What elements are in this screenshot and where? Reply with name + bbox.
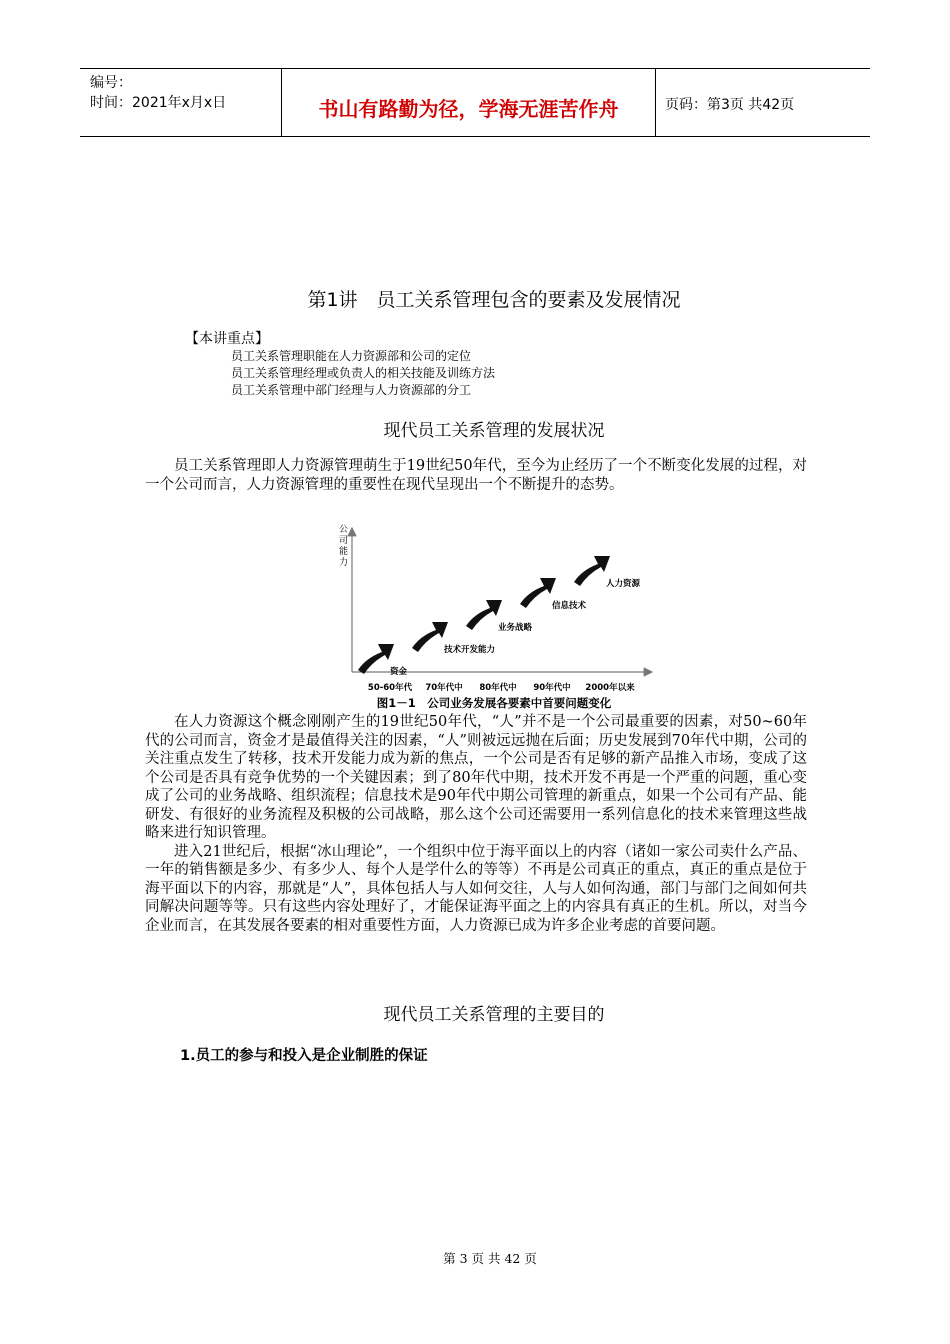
section-title: 现代员工关系管理的主要目的 (383, 1005, 605, 1025)
data-label: 信息技术 (552, 601, 587, 611)
paragraph-text: 员工关系管理即人力资源管理萌生于19世纪50年代，至今为止经历了一个不断变化发展的过程，对一个公司而言，人力资源管理的重要性在现代呈现出一个不断提升的态势。 (145, 458, 807, 493)
x-tick-label: 50-60年代 (367, 683, 413, 693)
motto: 书山有路勤为径，学海无涯苦作舟 (318, 97, 619, 121)
body-text (145, 713, 807, 935)
body-paragraph: 进入21世纪后，根据“冰山理论”，一个组织中位于海平面以上的内容（诸如一家公司卖什么产品、一年的销售额是多少、有多少人、每个人是学什么的等等）不再是公司真正的重点，真正的重点是位于海平面以下的内容，那就是“人”，具体包括人与人如何交往，人与人如何沟通，部门与部门之间如何共同解决问题等等。只有这些内容处理好了，才能保证海平面之上的内容具有真正的生机。所以，对当今企业而言，在其发展各要素的相对重要性方面，人力资源已成为许多企业考虑的首要问题。 (145, 843, 807, 934)
page-header (80, 68, 870, 137)
key-point-item: 员工关系管理经理或负责人的相关技能及训练方法 (231, 366, 496, 380)
section-title: 现代员工关系管理的发展状况 (383, 421, 605, 441)
x-tick-label: 70年代中 (425, 683, 463, 693)
trend-arrow-mark (412, 622, 448, 652)
key-point-item: 员工关系管理职能在人力资源部和公司的定位 (231, 349, 472, 363)
trend-arrow-mark (358, 644, 394, 674)
header-left-cell (80, 69, 282, 136)
intro-paragraph (145, 457, 807, 494)
x-tick-label: 80年代中 (479, 683, 517, 693)
number-label: 编号： (90, 75, 132, 91)
trend-arrow-mark (466, 600, 502, 630)
data-label: 业务战略 (498, 623, 533, 633)
header-motto-cell (282, 69, 656, 136)
time-label: 时间：2021年x月x日 (90, 95, 227, 111)
page-footer: 第 3 页 共 42 页 (443, 1251, 537, 1266)
trend-arrow-mark (520, 578, 556, 608)
header-page-cell (656, 69, 870, 136)
subsection-heading: 1.员工的参与和投入是企业制胜的保证 (180, 1048, 428, 1064)
data-label: 人力资源 (606, 579, 641, 589)
figure-caption: 图1－1 公司业务发展各要素中首要问题变化 (376, 696, 612, 710)
key-point-item: 员工关系管理中部门经理与人力资源部的分工 (231, 383, 472, 397)
data-label: 资金 (390, 667, 408, 677)
y-axis-label: 公司能力 (339, 525, 349, 568)
x-tick-label: 2000年以来 (585, 683, 635, 693)
trend-arrow-mark (574, 556, 610, 586)
x-tick-label: 90年代中 (533, 683, 571, 693)
data-label: 技术开发能力 (444, 645, 496, 655)
key-points-heading: 【本讲重点】 (185, 331, 269, 347)
body-paragraph: 在人力资源这个概念刚刚产生的19世纪50年代，“人”并不是一个公司最重要的因素，对50~60年代的公司而言，资金才是最值得关注的因素，“人”则被远远抛在后面；历史发展到70年代中期，公司的关注重点发生了转移，技术开发能力成为新的焦点，一个公司是否有足够的新产品推入市场，变成了这个公司是否具有竞争优势的一个关键因素；到了80年代中期，技术开发不再是一个严重的问题，重心变成了公司的业务战略、组织流程；信息技术是90年代中期公司管理的新重点，如果一个公司有产品、能研发、有很好的业务流程及积极的公司战略，那么这个公司还需要用一系列信息化的技术来管理这些战略来进行知识管理。 (145, 714, 807, 841)
development-chart (330, 520, 660, 700)
page-title: 第1讲 员工关系管理包含的要素及发展情况 (307, 289, 681, 311)
page-info: 页码：第3页 共42页 (665, 97, 795, 113)
